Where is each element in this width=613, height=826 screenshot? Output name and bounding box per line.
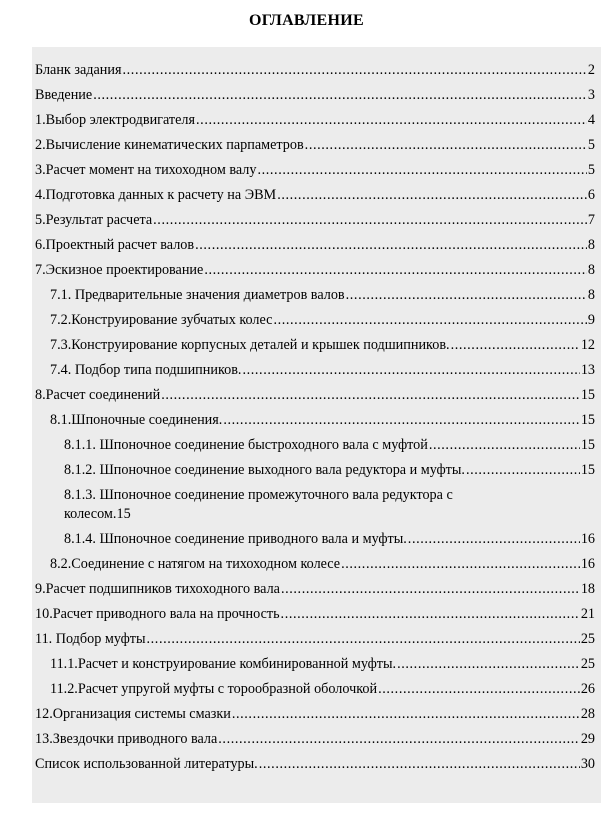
toc-entry-label: 7.4. Подбор типа подшипников. <box>50 362 242 378</box>
toc-entry-label: 7.2.Конструирование зубчатых колес <box>50 312 273 328</box>
dot-leader <box>147 631 580 647</box>
toc-entry-8-1-1[interactable] <box>35 437 595 453</box>
dot-leader <box>196 112 587 128</box>
toc-entry-label: 3.Расчет момент на тихоходном валу <box>35 162 257 178</box>
toc-entry-label-line1: 8.1.3. Шпоночное соединение промежуточного вала редуктора с <box>64 487 453 503</box>
dot-leader <box>218 731 580 747</box>
toc-entry-label: 11.2.Расчет упругой муфты с торообразной оболочкой <box>50 681 378 697</box>
toc-entry-label: 5.Результат расчета <box>35 212 153 228</box>
toc-page-number: 15 <box>580 437 595 453</box>
toc-entry-8-1-3[interactable] <box>35 487 595 522</box>
toc-entry-label: 13.Звездочки приводного вала <box>35 731 218 747</box>
toc-page-number: 8 <box>587 287 595 303</box>
toc-entry-label: Введение <box>35 87 93 103</box>
toc-entry-label: 7.3.Конструирование корпусных деталей и крышек подшипников. <box>50 337 450 353</box>
dot-leader <box>204 262 587 278</box>
toc-page-number: 29 <box>580 731 595 747</box>
toc-entry-2[interactable] <box>35 137 595 153</box>
toc-entry-label: 8.1.4. Шпоночное соединение приводного вала и муфты. <box>64 531 407 547</box>
dot-leader <box>161 387 580 403</box>
toc-entry-8[interactable] <box>35 387 595 403</box>
dot-leader <box>305 137 587 153</box>
toc-entry-label: 4.Подготовка данных к расчету на ЭВМ <box>35 187 277 203</box>
dot-leader <box>93 87 587 103</box>
toc-page-number: 5 <box>587 137 595 153</box>
toc-page-number: 12 <box>580 337 595 353</box>
toc-entry-introduction[interactable] <box>35 87 595 103</box>
toc-page-number: 2 <box>587 62 595 78</box>
toc-page-number: 16 <box>580 531 595 547</box>
toc-entry-1[interactable] <box>35 112 595 128</box>
dot-leader <box>259 756 580 772</box>
toc-entry-7-2[interactable] <box>35 312 595 328</box>
dot-leader <box>273 312 586 328</box>
toc-entry-label: 7.Эскизное проектирование <box>35 262 204 278</box>
toc-entry-label-line2: колесом. <box>64 506 117 522</box>
toc-entry-8-2[interactable] <box>35 556 595 572</box>
toc-entry-label: 11. Подбор муфты <box>35 631 146 647</box>
toc-entry-8-1-4[interactable] <box>35 531 595 547</box>
toc-page-number: 15 <box>580 412 595 428</box>
toc-page-number: 25 <box>580 656 595 672</box>
table-of-contents <box>35 62 595 772</box>
toc-entry-7-3[interactable] <box>35 337 595 353</box>
toc-entry-3[interactable] <box>35 162 595 178</box>
toc-page-number: 15 <box>580 387 595 403</box>
toc-entry-label: 8.1.1. Шпоночное соединение быстроходного вала с муфтой <box>64 437 428 453</box>
toc-page-number: 9 <box>587 312 595 328</box>
dot-leader <box>195 237 587 253</box>
dot-leader <box>257 162 586 178</box>
toc-entry-label: 11.1.Расчет и конструирование комбинированной муфты. <box>50 656 397 672</box>
dot-leader <box>281 606 580 622</box>
toc-entry-label: 9.Расчет подшипников тихоходного вала <box>35 581 280 597</box>
toc-entry-4[interactable] <box>35 187 595 203</box>
toc-page-number: 21 <box>580 606 595 622</box>
toc-page-number: 6 <box>587 187 595 203</box>
dot-leader <box>397 656 580 672</box>
dot-leader <box>223 412 579 428</box>
dot-leader <box>232 706 580 722</box>
toc-entry-11[interactable] <box>35 631 595 647</box>
toc-entry-11-2[interactable] <box>35 681 595 697</box>
dot-leader <box>341 556 580 572</box>
toc-entry-label: 8.1.2. Шпоночное соединение выходного вала редуктора и муфты. <box>64 462 465 478</box>
toc-entry-7-1[interactable] <box>35 287 595 303</box>
toc-entry-label: 10.Расчет приводного вала на прочность <box>35 606 280 622</box>
toc-entry-label: 12.Организация системы смазки <box>35 706 231 722</box>
toc-entry-8-1-2[interactable] <box>35 462 595 478</box>
toc-entry-13[interactable] <box>35 731 595 747</box>
toc-entry-label: 8.2.Соединение с натягом на тихоходном колесе <box>50 556 341 572</box>
dot-leader <box>429 437 580 453</box>
toc-page-number: 15 <box>116 506 131 522</box>
dot-leader <box>281 581 580 597</box>
toc-page-number: 28 <box>580 706 595 722</box>
toc-entry-label: 8.1.Шпоночные соединения. <box>50 412 223 428</box>
dot-leader <box>277 187 587 203</box>
toc-entry-7-4[interactable] <box>35 362 595 378</box>
toc-entry-label: Список использованной литературы. <box>35 756 258 772</box>
toc-entry-10[interactable] <box>35 606 595 622</box>
dot-leader <box>466 462 580 478</box>
toc-entry-assignment[interactable] <box>35 62 595 78</box>
toc-entry-11-1[interactable] <box>35 656 595 672</box>
toc-page-number: 16 <box>580 556 595 572</box>
toc-entry-label: 6.Проектный расчет валов <box>35 237 195 253</box>
toc-page-number: 25 <box>580 631 595 647</box>
dot-leader <box>346 287 587 303</box>
toc-entry-label: 2.Вычисление кинематических парпаметров <box>35 137 304 153</box>
toc-page-number: 7 <box>587 212 595 228</box>
dot-leader <box>242 362 579 378</box>
toc-page-number: 15 <box>580 462 595 478</box>
toc-page-number: 4 <box>587 112 595 128</box>
dot-leader <box>153 212 587 228</box>
toc-entry-label: 8.Расчет соединений <box>35 387 161 403</box>
toc-entry-label: 1.Выбор электродвигателя <box>35 112 196 128</box>
dot-leader <box>408 531 580 547</box>
toc-entry-7[interactable] <box>35 262 595 278</box>
toc-entry-label: Бланк задания <box>35 62 122 78</box>
toc-entry-9[interactable] <box>35 581 595 597</box>
dot-leader <box>378 681 580 697</box>
toc-page-number: 8 <box>587 262 595 278</box>
toc-page-number: 30 <box>580 756 595 772</box>
toc-entry-12[interactable] <box>35 706 595 722</box>
toc-page-number: 5 <box>587 162 595 178</box>
toc-page-number: 18 <box>580 581 595 597</box>
dot-leader <box>451 337 580 353</box>
toc-entry-6[interactable] <box>35 237 595 253</box>
toc-entry-label: 7.1. Предварительные значения диаметров валов <box>50 287 345 303</box>
toc-page-number: 3 <box>587 87 595 103</box>
toc-page-number: 8 <box>587 237 595 253</box>
toc-entry-5[interactable] <box>35 212 595 228</box>
toc-entry-references[interactable] <box>35 756 595 772</box>
page-title: ОГЛАВЛЕНИЕ <box>249 12 364 29</box>
dot-leader <box>123 62 587 78</box>
toc-page-number: 26 <box>580 681 595 697</box>
toc-entry-8-1[interactable] <box>35 412 595 428</box>
toc-page-number: 13 <box>580 362 595 378</box>
